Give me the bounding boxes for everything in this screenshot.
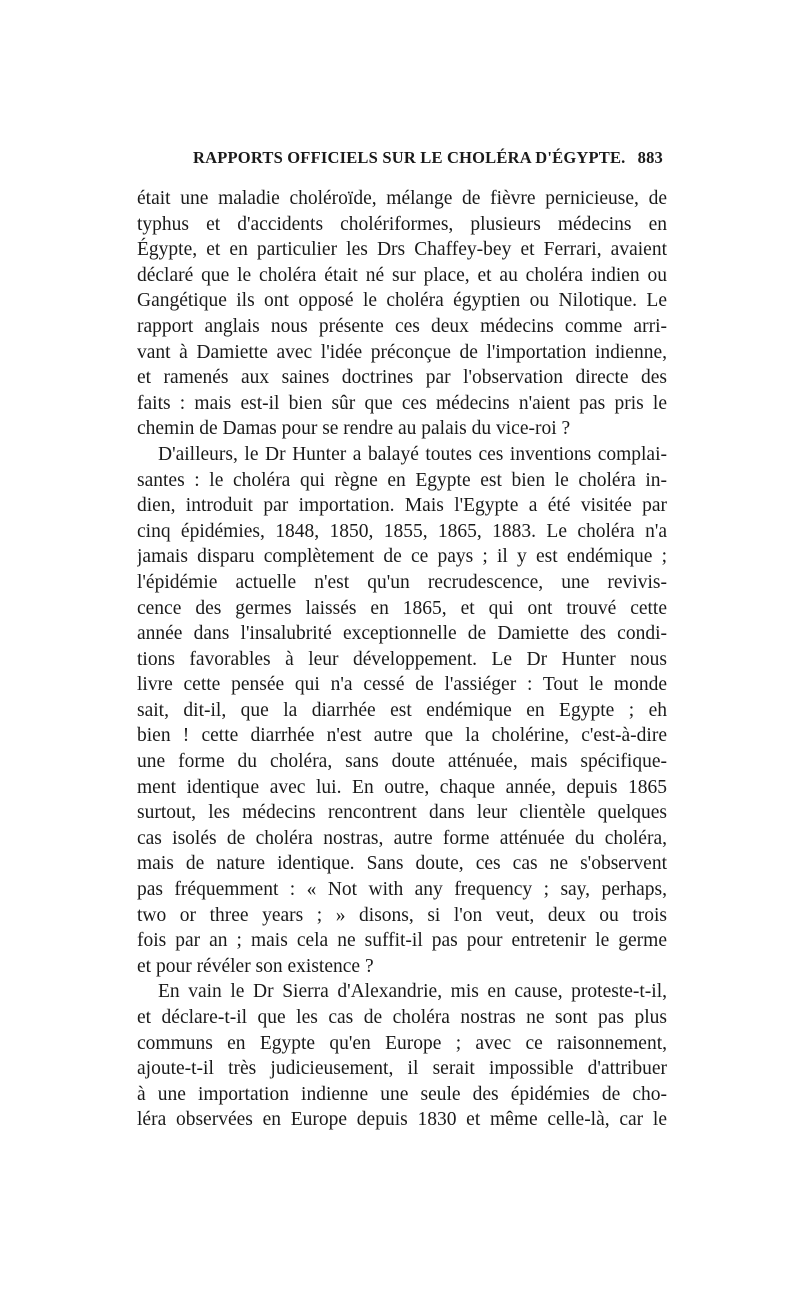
text-line: two or three years ; » disons, si l'on veut, deux ou trois <box>137 904 667 926</box>
text-line: tions favorables à leur développement. Le Dr Hunter nous <box>137 648 667 670</box>
text-line: typhus et d'accidents cholériformes, plusieurs médecins en <box>137 213 667 235</box>
text-line: livre cette pensée qui n'a cessé de l'assiéger : Tout le monde <box>137 674 667 696</box>
text-line: jamais disparu complètement de ce pays ; il y est endémique ; <box>137 546 667 568</box>
text-line: vant à Damiette avec l'idée préconçue de l'importation indienne, <box>137 341 667 363</box>
body-text <box>137 186 667 1133</box>
text-line: et pour révéler son existence ? <box>137 955 374 977</box>
text-line: à une importation indienne une seule des épidémies de cho- <box>137 1083 667 1105</box>
text-line: surtout, les médecins rencontrent dans leur clientèle quelques <box>137 802 667 824</box>
text-line: dien, introduit par importation. Mais l'Egypte a été visitée par <box>137 495 667 517</box>
text-line: l'épidémie actuelle n'est qu'un recrudescence, une revivis- <box>137 571 667 593</box>
text-line: mais de nature identique. Sans doute, ces cas ne s'observent <box>137 853 667 875</box>
text-line: déclaré que le choléra était né sur place, et au choléra indien ou <box>137 264 667 286</box>
text-line: était une maladie choléroïde, mélange de fièvre pernicieuse, de <box>137 188 667 209</box>
text-line: cas isolés de choléra nostras, autre forme atténuée du choléra, <box>137 827 667 849</box>
text-line: fois par an ; mais cela ne suffit-il pas pour entretenir le germe <box>137 930 667 952</box>
running-header <box>137 148 667 174</box>
text-line: bien ! cette diarrhée n'est autre que la cholérine, c'est-à-dire <box>137 725 667 747</box>
text-line: santes : le choléra qui règne en Egypte est bien le choléra in- <box>137 469 667 491</box>
text-line: pas fréquemment : « Not with any frequency ; say, perhaps, <box>137 879 667 901</box>
text-line: et déclare-t-il que les cas de choléra nostras ne sont pas plus <box>137 1007 667 1028</box>
text-line: léra observées en Europe depuis 1830 et même celle-là, car le <box>137 1109 667 1131</box>
text-line: cinq épidémies, 1848, 1850, 1855, 1865, 1883. Le choléra n'a <box>137 520 667 542</box>
text-line: ajoute-t-il très judicieusement, il serait impossible d'attribuer <box>137 1058 667 1080</box>
text-line: une forme du choléra, sans doute atténuée, mais spécifique- <box>137 751 667 773</box>
text-line: Égypte, et en particulier les Drs Chaffey-bey et Ferrari, avaient <box>137 239 667 261</box>
text-line: faits : mais est-il bien sûr que ces médecins n'aient pas pris le <box>137 392 667 414</box>
text-line: et ramenés aux saines doctrines par l'observation directe des <box>137 367 667 389</box>
text-line: chemin de Damas pour se rendre au palais du vice-roi ? <box>137 418 571 440</box>
page-number: 883 <box>637 148 663 167</box>
text-line: D'ailleurs, le Dr Hunter a balayé toutes ces inventions complai- <box>158 443 667 465</box>
text-line: ment identique avec lui. En outre, chaque année, depuis 1865 <box>137 776 667 798</box>
text-line: En vain le Dr Sierra d'Alexandrie, mis en cause, proteste-t-il, <box>158 981 667 1003</box>
running-title: RAPPORTS OFFICIELS SUR LE CHOLÉRA D'ÉGYPTE. <box>193 148 626 167</box>
text-line: Gangétique ils ont opposé le choléra égyptien ou Nilotique. Le <box>137 290 667 312</box>
text-line: communs en Egypte qu'en Europe ; avec ce raisonnement, <box>137 1032 667 1054</box>
text-line: sait, dit-il, que la diarrhée est endémique en Egypte ; eh <box>137 699 667 721</box>
text-line: rapport anglais nous présente ces deux médecins comme arri- <box>137 315 667 337</box>
text-line: cence des germes laissés en 1865, et qui ont trouvé cette <box>137 597 667 619</box>
text-line: année dans l'insalubrité exceptionnelle de Damiette des condi- <box>137 623 667 645</box>
